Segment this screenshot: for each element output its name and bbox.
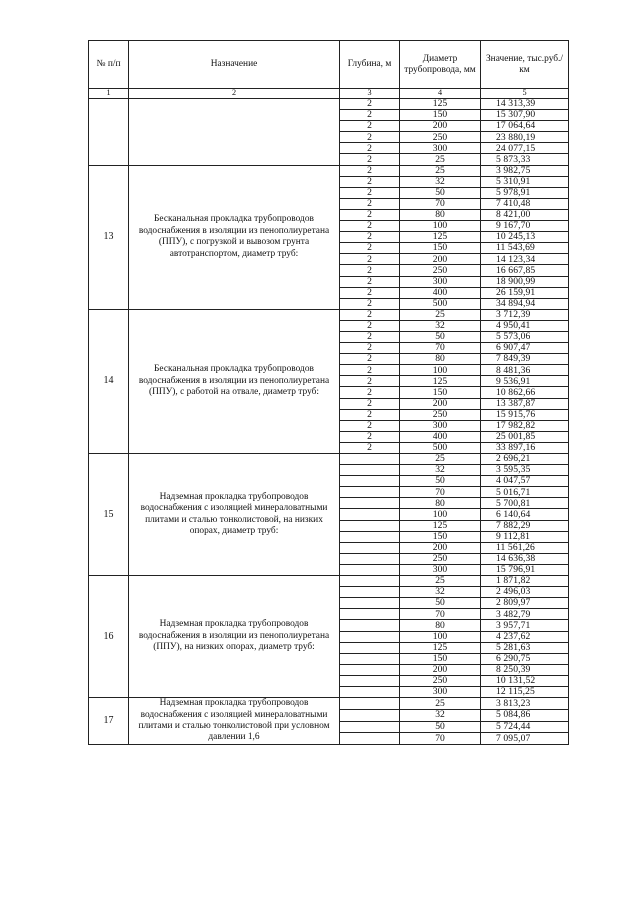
diameter-cell: 25 <box>400 165 481 176</box>
depth-cell: 2 <box>340 165 400 176</box>
depth-cell: 2 <box>340 221 400 232</box>
depth-cell <box>340 653 400 664</box>
header-name: Назначение <box>129 41 340 89</box>
depth-cell: 2 <box>340 431 400 442</box>
depth-cell: 2 <box>340 409 400 420</box>
value-cell: 11 561,26 <box>481 542 569 553</box>
depth-cell <box>340 698 400 710</box>
value-cell: 10 245,13 <box>481 232 569 243</box>
value-cell: 8 250,39 <box>481 664 569 675</box>
depth-cell: 2 <box>340 365 400 376</box>
diameter-cell: 125 <box>400 232 481 243</box>
depth-cell <box>340 686 400 697</box>
diameter-cell: 250 <box>400 265 481 276</box>
value-cell: 14 636,38 <box>481 553 569 564</box>
value-cell: 7 410,48 <box>481 198 569 209</box>
diameter-cell: 150 <box>400 110 481 121</box>
depth-cell <box>340 709 400 721</box>
value-cell: 9 112,81 <box>481 531 569 542</box>
value-cell: 7 849,39 <box>481 354 569 365</box>
depth-cell <box>340 620 400 631</box>
depth-cell <box>340 587 400 598</box>
value-cell: 2 496,03 <box>481 587 569 598</box>
diameter-cell: 25 <box>400 309 481 320</box>
diameter-cell: 250 <box>400 675 481 686</box>
value-cell: 15 915,76 <box>481 409 569 420</box>
diameter-cell: 200 <box>400 254 481 265</box>
depth-cell: 2 <box>340 309 400 320</box>
depth-cell <box>340 476 400 487</box>
value-cell: 14 123,34 <box>481 254 569 265</box>
diameter-cell: 32 <box>400 465 481 476</box>
depth-cell: 2 <box>340 198 400 209</box>
value-cell: 5 310,91 <box>481 176 569 187</box>
diameter-cell: 50 <box>400 331 481 342</box>
diameter-cell: 200 <box>400 664 481 675</box>
depth-cell <box>340 733 400 745</box>
diameter-cell: 32 <box>400 176 481 187</box>
diameter-cell: 25 <box>400 154 481 165</box>
depth-cell <box>340 598 400 609</box>
value-cell: 6 907,47 <box>481 343 569 354</box>
value-cell: 23 880,19 <box>481 132 569 143</box>
diameter-cell: 50 <box>400 721 481 733</box>
item-number <box>89 99 129 166</box>
depth-cell <box>340 498 400 509</box>
diameter-cell: 25 <box>400 576 481 587</box>
value-cell: 3 712,39 <box>481 309 569 320</box>
diameter-cell: 70 <box>400 609 481 620</box>
diameter-cell: 300 <box>400 564 481 575</box>
table-row <box>89 165 569 176</box>
depth-cell: 2 <box>340 287 400 298</box>
item-description: Бесканальная прокладка трубопроводов водоснабжения в изоляции из пенополиуретана (ППУ), с погрузкой и вывозом грунта автотранспортом, диаметр труб: <box>129 165 340 309</box>
depth-cell: 2 <box>340 354 400 365</box>
header-depth: Глубина, м <box>340 41 400 89</box>
value-cell: 12 115,25 <box>481 686 569 697</box>
diameter-cell: 125 <box>400 642 481 653</box>
value-cell: 14 313,39 <box>481 99 569 110</box>
item-group <box>89 99 569 166</box>
value-cell: 5 084,86 <box>481 709 569 721</box>
diameter-cell: 300 <box>400 143 481 154</box>
header-value: Значение, тыс.руб./км <box>481 41 569 89</box>
diameter-cell: 250 <box>400 553 481 564</box>
value-cell: 3 813,23 <box>481 698 569 710</box>
value-cell: 17 064,64 <box>481 121 569 132</box>
value-cell: 2 809,97 <box>481 598 569 609</box>
diameter-cell: 70 <box>400 487 481 498</box>
depth-cell: 2 <box>340 420 400 431</box>
value-cell: 16 667,85 <box>481 265 569 276</box>
value-cell: 7 882,29 <box>481 520 569 531</box>
depth-cell: 2 <box>340 343 400 354</box>
diameter-cell: 80 <box>400 354 481 365</box>
item-group <box>89 165 569 309</box>
diameter-cell: 200 <box>400 542 481 553</box>
depth-cell <box>340 609 400 620</box>
diameter-cell: 200 <box>400 398 481 409</box>
diameter-cell: 25 <box>400 454 481 465</box>
depth-cell: 2 <box>340 243 400 254</box>
value-cell: 9 167,70 <box>481 221 569 232</box>
column-number: 5 <box>481 89 569 99</box>
diameter-cell: 50 <box>400 476 481 487</box>
value-cell: 4 237,62 <box>481 631 569 642</box>
value-cell: 5 016,71 <box>481 487 569 498</box>
item-group <box>89 454 569 576</box>
value-cell: 18 900,99 <box>481 276 569 287</box>
depth-cell <box>340 465 400 476</box>
item-group <box>89 309 569 453</box>
column-number: 1 <box>89 89 129 99</box>
diameter-cell: 400 <box>400 431 481 442</box>
item-group <box>89 576 569 698</box>
value-cell: 3 595,35 <box>481 465 569 476</box>
depth-cell <box>340 531 400 542</box>
diameter-cell: 32 <box>400 709 481 721</box>
diameter-cell: 100 <box>400 365 481 376</box>
table-header <box>89 41 569 89</box>
depth-cell <box>340 675 400 686</box>
item-number: 14 <box>89 309 129 453</box>
diameter-cell: 80 <box>400 498 481 509</box>
value-cell: 34 894,94 <box>481 298 569 309</box>
value-cell: 3 982,75 <box>481 165 569 176</box>
diameter-cell: 500 <box>400 298 481 309</box>
value-cell: 15 796,91 <box>481 564 569 575</box>
diameter-cell: 150 <box>400 387 481 398</box>
depth-cell: 2 <box>340 276 400 287</box>
diameter-cell: 80 <box>400 209 481 220</box>
diameter-cell: 250 <box>400 132 481 143</box>
header-diameter: Диаметр трубопровода, мм <box>400 41 481 89</box>
depth-cell: 2 <box>340 442 400 453</box>
tariff-table <box>88 40 569 745</box>
depth-cell <box>340 487 400 498</box>
value-cell: 17 982,82 <box>481 420 569 431</box>
item-description: Надземная прокладка трубопроводов водоснабжения с изоляцией минераловатными плитами и сталью тонколистовой, на низких опорах, диаметр труб: <box>129 454 340 576</box>
diameter-cell: 200 <box>400 121 481 132</box>
value-cell: 6 140,64 <box>481 509 569 520</box>
depth-cell <box>340 642 400 653</box>
table-row <box>89 309 569 320</box>
value-cell: 6 290,75 <box>481 653 569 664</box>
diameter-cell: 125 <box>400 99 481 110</box>
depth-cell: 2 <box>340 254 400 265</box>
item-group <box>89 698 569 745</box>
depth-cell <box>340 564 400 575</box>
value-cell: 2 696,21 <box>481 454 569 465</box>
value-cell: 26 159,91 <box>481 287 569 298</box>
column-number: 3 <box>340 89 400 99</box>
value-cell: 9 536,91 <box>481 376 569 387</box>
depth-cell: 2 <box>340 176 400 187</box>
diameter-cell: 300 <box>400 276 481 287</box>
depth-cell: 2 <box>340 232 400 243</box>
depth-cell: 2 <box>340 154 400 165</box>
column-number-row <box>89 89 569 99</box>
diameter-cell: 400 <box>400 287 481 298</box>
depth-cell: 2 <box>340 298 400 309</box>
value-cell: 15 307,90 <box>481 110 569 121</box>
value-cell: 8 421,00 <box>481 209 569 220</box>
value-cell: 5 873,33 <box>481 154 569 165</box>
diameter-cell: 70 <box>400 343 481 354</box>
table-row <box>89 576 569 587</box>
diameter-cell: 300 <box>400 686 481 697</box>
item-number: 16 <box>89 576 129 698</box>
diameter-cell: 50 <box>400 187 481 198</box>
table-row <box>89 454 569 465</box>
diameter-cell: 70 <box>400 733 481 745</box>
diameter-cell: 50 <box>400 598 481 609</box>
depth-cell: 2 <box>340 121 400 132</box>
diameter-cell: 70 <box>400 198 481 209</box>
diameter-cell: 80 <box>400 620 481 631</box>
depth-cell <box>340 542 400 553</box>
depth-cell: 2 <box>340 265 400 276</box>
value-cell: 8 481,36 <box>481 365 569 376</box>
value-cell: 24 077,15 <box>481 143 569 154</box>
value-cell: 5 700,81 <box>481 498 569 509</box>
depth-cell: 2 <box>340 110 400 121</box>
depth-cell <box>340 520 400 531</box>
depth-cell: 2 <box>340 387 400 398</box>
diameter-cell: 150 <box>400 653 481 664</box>
item-description: Бесканальная прокладка трубопроводов водоснабжения в изоляции из пенополиуретана (ППУ), с работой на отвале, диаметр труб: <box>129 309 340 453</box>
value-cell: 5 724,44 <box>481 721 569 733</box>
depth-cell: 2 <box>340 376 400 387</box>
depth-cell: 2 <box>340 209 400 220</box>
item-number: 15 <box>89 454 129 576</box>
depth-cell <box>340 454 400 465</box>
depth-cell: 2 <box>340 320 400 331</box>
diameter-cell: 100 <box>400 631 481 642</box>
value-cell: 4 047,57 <box>481 476 569 487</box>
value-cell: 4 950,41 <box>481 320 569 331</box>
depth-cell: 2 <box>340 99 400 110</box>
diameter-cell: 150 <box>400 531 481 542</box>
value-cell: 25 001,85 <box>481 431 569 442</box>
value-cell: 33 897,16 <box>481 442 569 453</box>
value-cell: 13 387,87 <box>481 398 569 409</box>
value-cell: 5 573,06 <box>481 331 569 342</box>
value-cell: 10 131,52 <box>481 675 569 686</box>
diameter-cell: 150 <box>400 243 481 254</box>
value-cell: 3 482,79 <box>481 609 569 620</box>
item-number: 17 <box>89 698 129 745</box>
item-description: Надземная прокладка трубопроводов водоснабжения в изоляции из пенополиуретана (ППУ), на низких опорах, диаметр труб: <box>129 576 340 698</box>
value-cell: 3 957,71 <box>481 620 569 631</box>
item-description <box>129 99 340 166</box>
item-number: 13 <box>89 165 129 309</box>
diameter-cell: 100 <box>400 221 481 232</box>
depth-cell <box>340 664 400 675</box>
diameter-cell: 500 <box>400 442 481 453</box>
column-number: 2 <box>129 89 340 99</box>
item-description: Надземная прокладка трубопроводов водоснабжения с изоляцией минераловатными плитами и сталью тонколистовой при условном давлении 1,6 <box>129 698 340 745</box>
depth-cell <box>340 721 400 733</box>
diameter-cell: 32 <box>400 320 481 331</box>
depth-cell: 2 <box>340 398 400 409</box>
header-num: № п/п <box>89 41 129 89</box>
diameter-cell: 32 <box>400 587 481 598</box>
depth-cell: 2 <box>340 143 400 154</box>
diameter-cell: 125 <box>400 376 481 387</box>
depth-cell: 2 <box>340 132 400 143</box>
diameter-cell: 300 <box>400 420 481 431</box>
diameter-cell: 250 <box>400 409 481 420</box>
value-cell: 11 543,69 <box>481 243 569 254</box>
depth-cell: 2 <box>340 331 400 342</box>
value-cell: 5 978,91 <box>481 187 569 198</box>
diameter-cell: 100 <box>400 509 481 520</box>
diameter-cell: 25 <box>400 698 481 710</box>
diameter-cell: 125 <box>400 520 481 531</box>
depth-cell: 2 <box>340 187 400 198</box>
value-cell: 10 862,66 <box>481 387 569 398</box>
value-cell: 5 281,63 <box>481 642 569 653</box>
column-number: 4 <box>400 89 481 99</box>
depth-cell <box>340 631 400 642</box>
depth-cell <box>340 509 400 520</box>
depth-cell <box>340 576 400 587</box>
value-cell: 7 095,07 <box>481 733 569 745</box>
table-row <box>89 99 569 110</box>
table-row <box>89 698 569 710</box>
depth-cell <box>340 553 400 564</box>
tariff-table-page <box>88 40 568 745</box>
value-cell: 1 871,82 <box>481 576 569 587</box>
